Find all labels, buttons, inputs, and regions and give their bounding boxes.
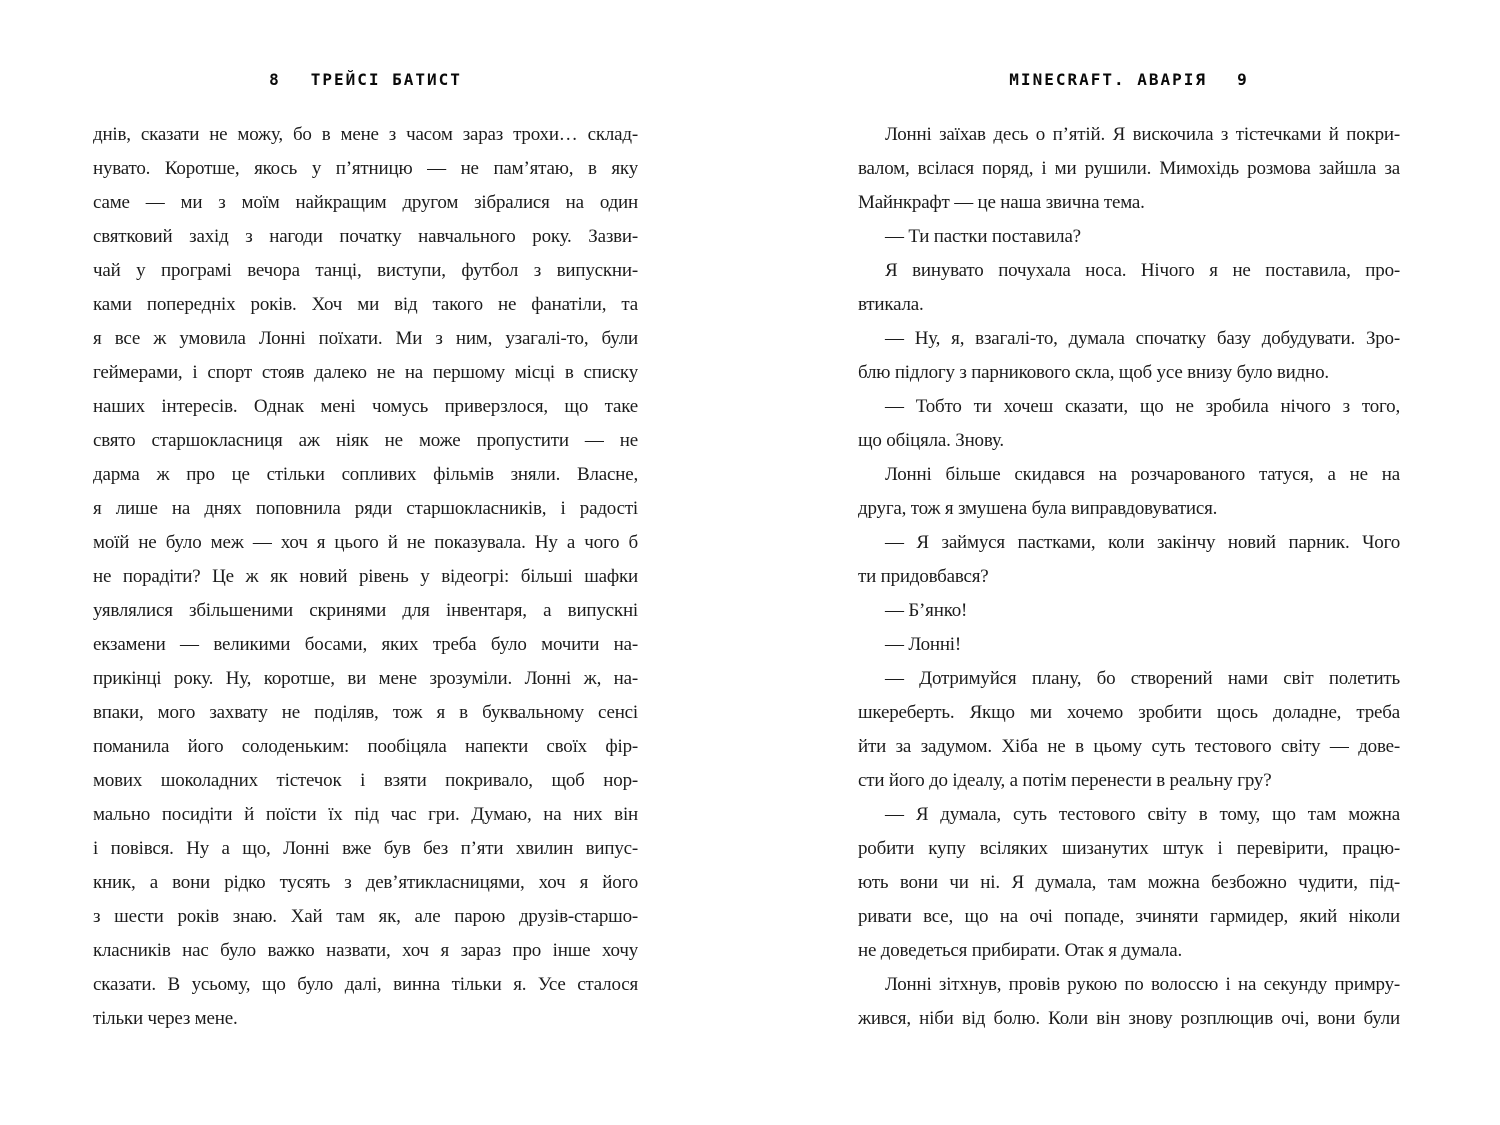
text-line: класників нас було важко назвати, хоч я зараз про інше хочу <box>93 940 638 961</box>
page-number-left: 8 <box>269 70 281 89</box>
text-line: і повівся. Ну а що, Лонні вже був без п’яти хвилин випус- <box>93 838 638 859</box>
page-text-left <box>93 118 638 1036</box>
text-line: що обіцяла. Знову. <box>858 430 1004 451</box>
text-line: мових шоколадних тістечок і взяти покривало, щоб нор- <box>93 770 638 791</box>
text-line: тільки через мене. <box>93 1008 238 1029</box>
text-line: — Я думала, суть тестового світу в тому, що там можна <box>885 804 1400 825</box>
text-line: втикала. <box>858 294 924 315</box>
text-line: — Я займуся пастками, коли закінчу новий парник. Чого <box>885 532 1400 553</box>
text-line: геймерами, і спорт стояв далеко не на першому місці в списку <box>93 362 638 383</box>
text-line: наших інтересів. Однак мені чомусь приверзлося, що таке <box>93 396 638 417</box>
page-text-right <box>858 118 1400 1036</box>
text-line: робити купу всіляких шизанутих штук і перевірити, працю- <box>858 838 1400 859</box>
running-title-left: ТРЕЙСІ БАТИСТ <box>310 70 462 89</box>
text-line: свято старшокласниця аж ніяк не може пропустити — не <box>93 430 638 451</box>
text-line: сти його до ідеалу, а потім перенести в реальну гру? <box>858 770 1272 791</box>
text-line: — Ти пастки поставила? <box>885 226 1081 247</box>
text-line: впаки, мого захвату не поділяв, тож я в буквальному сенсі <box>93 702 638 723</box>
text-line: йти за задумом. Хіба не в цьому суть тестового світу — дове- <box>858 736 1400 757</box>
text-line: — Б’янко! <box>885 600 968 621</box>
text-line: мально посидіти й поїсти їх під час гри. Думаю, на них він <box>93 804 638 825</box>
text-line: ти придовбався? <box>858 566 989 587</box>
text-line: Лонні заїхав десь о п’ятій. Я вискочила з тістечками й покри- <box>885 124 1400 145</box>
text-line: Лонні зітхнув, провів рукою по волоссю і на секунду примру- <box>885 974 1400 995</box>
text-line: ють вони чи ні. Я думала, там можна безбожно чудити, під- <box>858 872 1400 893</box>
text-line: моїй не було меж — хоч я цього й не показувала. Ну а чого б <box>93 532 638 553</box>
text-line: поманила його солоденьким: пообіцяла напекти своїх фір- <box>93 736 638 757</box>
text-line: кник, а вони рідко тусять з дев’ятикласницями, хоч я його <box>93 872 638 893</box>
text-line: дарма ж про це стільки сопливих фільмів зняли. Власне, <box>93 464 638 485</box>
text-line: не доведеться прибирати. Отак я думала. <box>858 940 1183 961</box>
text-line: з шести років знаю. Хай там як, але парою друзів-старшо- <box>93 906 638 927</box>
text-line: нувато. Коротше, якось у п’ятницю — не пам’ятаю, в яку <box>93 158 638 179</box>
text-line: валом, всілася поряд, і ми рушили. Мимохідь розмова зайшла за <box>858 158 1400 179</box>
text-line: чай у програмі вечора танці, виступи, футбол з випускни- <box>93 260 638 281</box>
text-line: Лонні більше скидався на розчарованого татуся, а не на <box>885 464 1400 485</box>
running-header-left <box>93 70 638 89</box>
text-line: я лише на днях поповнила ряди старшокласників, і радості <box>93 498 638 519</box>
text-line: святковий захід з нагоди початку навчального року. Зазви- <box>93 226 638 247</box>
running-header-right <box>858 70 1400 89</box>
text-line: — Лонні! <box>885 634 962 655</box>
text-line: екзамени — великими босами, яких треба було мочити на- <box>93 634 638 655</box>
running-title-right: MINECRAFT. АВАРІЯ <box>1009 70 1208 89</box>
page-right <box>858 0 1400 1125</box>
text-line: Майнкрафт — це наша звична тема. <box>858 192 1145 213</box>
text-line: саме — ми з моїм найкращим другом зібралися на один <box>93 192 638 213</box>
text-line: — Дотримуйся плану, бо створений нами світ полетить <box>885 668 1400 689</box>
text-line: жився, ніби від болю. Коли він знову розплющив очі, вони були <box>858 1008 1400 1029</box>
text-line: не порадіти? Це ж як новий рівень у відеогрі: більші шафки <box>93 566 638 587</box>
text-line: — Тобто ти хочеш сказати, що не зробила нічого з того, <box>885 396 1400 417</box>
text-line: я все ж умовила Лонні поїхати. Ми з ним, узагалі-то, були <box>93 328 638 349</box>
page-left <box>93 0 638 1125</box>
text-line: ками попередніх років. Хоч ми від такого не фанатіли, та <box>93 294 638 315</box>
text-line: друга, тож я змушена була виправдовуватися. <box>858 498 1218 519</box>
text-line: сказати. В усьому, що було далі, винна тільки я. Усе сталося <box>93 974 638 995</box>
page-number-right: 9 <box>1237 70 1249 89</box>
text-line: блю підлогу з парникового скла, щоб усе внизу було видно. <box>858 362 1329 383</box>
text-line: — Ну, я, взагалі-то, думала спочатку базу добудувати. Зро- <box>885 328 1400 349</box>
text-line: Я винувато почухала носа. Нічого я не поставила, про- <box>885 260 1400 281</box>
text-line: ривати все, що на очі попаде, зчиняти гармидер, який ніколи <box>858 906 1400 927</box>
text-line: прикінці року. Ну, коротше, ви мене зрозуміли. Лонні ж, на- <box>93 668 638 689</box>
text-line: днів, сказати не можу, бо в мене з часом зараз трохи… склад- <box>93 124 638 145</box>
text-line: уявлялися збільшеними скринями для інвентаря, а випускні <box>93 600 638 621</box>
text-line: шкереберть. Якщо ми хочемо зробити щось доладне, треба <box>858 702 1400 723</box>
